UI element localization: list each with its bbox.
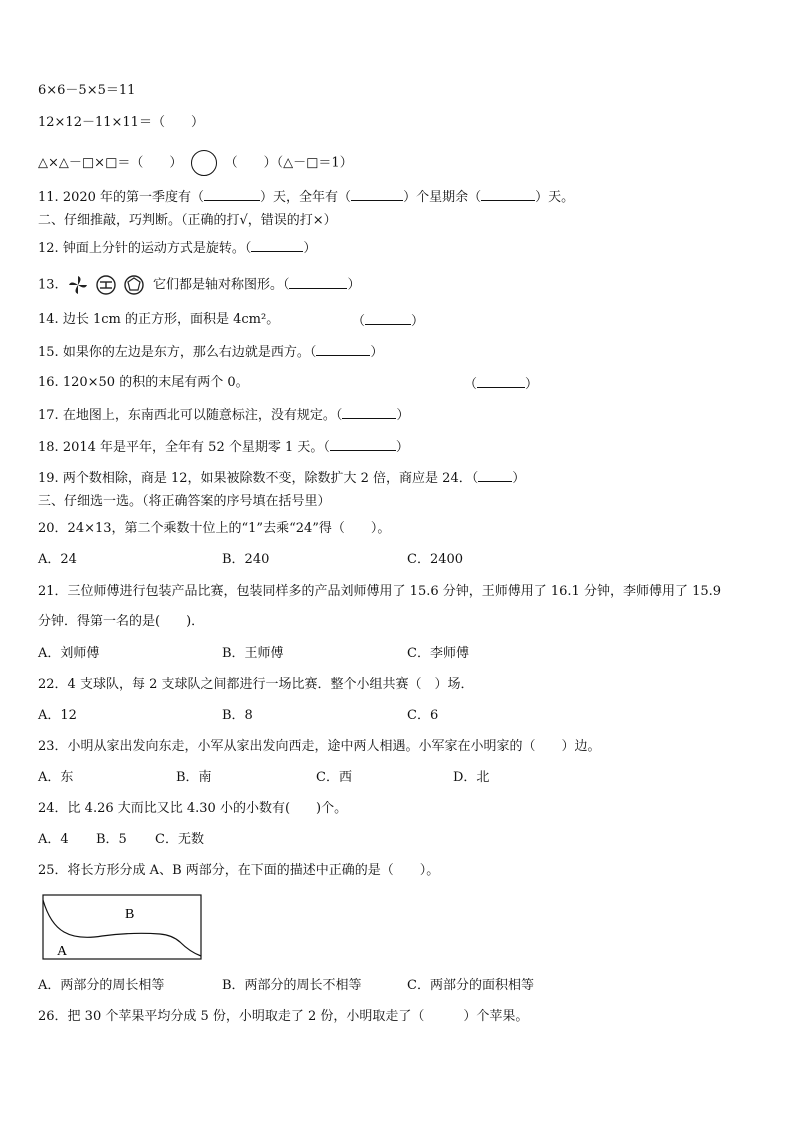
question-16: [38, 374, 249, 392]
paren-close: ）: [396, 408, 410, 423]
option-b[interactable]: B．240: [222, 552, 270, 567]
question-text: 2020 年的第一季度有（: [62, 190, 205, 205]
option-c[interactable]: C．两部分的面积相等: [407, 978, 534, 993]
answer-blank[interactable]: [204, 187, 260, 201]
flower-icon: [123, 274, 145, 296]
answer-blank[interactable]: [289, 275, 347, 289]
rectangle-figure: [42, 894, 204, 964]
option-a[interactable]: A．4: [38, 832, 69, 847]
paren-close: ）: [411, 314, 425, 329]
option-a[interactable]: A．24: [38, 552, 77, 567]
paren-open: （: [464, 377, 478, 392]
question-number: 13.: [38, 277, 59, 293]
region-a-label: A: [57, 944, 68, 959]
answer-blank[interactable]: [342, 405, 396, 419]
question-number: 12.: [38, 241, 59, 256]
option-b[interactable]: B．8: [222, 708, 253, 723]
paren-close: ）: [347, 277, 361, 293]
question-text: 如果你的左边是东方，那么右边就是西方。（: [62, 345, 317, 360]
question-number: 16.: [38, 375, 59, 390]
question-23: 23．小明从家出发向东走，小军从家出发向西走，途中两人相遇。小军家在小明家的（ ）边。: [38, 739, 601, 754]
option-a[interactable]: A．两部分的周长相等: [38, 978, 165, 993]
pinwheel-icon: [67, 274, 89, 296]
answer-blank[interactable]: [481, 187, 535, 201]
question-text: 它们都是轴对称图形。（: [152, 277, 290, 293]
paren-close: ）: [525, 377, 539, 392]
question-text: ）个星期余（: [403, 190, 482, 205]
answer-blank[interactable]: [330, 437, 396, 451]
question-text: ）天，全年有（: [260, 190, 352, 205]
question-22: 22．4 支球队，每 2 支球队之间都进行一场比赛．整个小组共赛（ ）场．: [38, 677, 474, 692]
question-number: 15.: [38, 345, 59, 360]
option-c[interactable]: C．无数: [155, 832, 204, 847]
answer-blank[interactable]: [251, 238, 303, 252]
question-16-answer: [464, 374, 538, 394]
question-21-line-2: 分钟．得第一名的是( )．: [38, 614, 205, 629]
question-13: [38, 274, 361, 296]
question-text: 边长 1cm 的正方形，面积是 4cm²。: [62, 312, 280, 327]
question-26: 26．把 30 个苹果平均分成 5 份，小明取走了 2 份，小明取走了（ ）个苹果。: [38, 1009, 529, 1024]
question-15: [38, 342, 383, 362]
section-2-heading: 二、仔细推敲，巧判断。（正确的打√，错误的打×）: [38, 213, 337, 228]
option-c[interactable]: C．西: [316, 770, 352, 785]
paren-close: ）: [512, 471, 526, 486]
answer-blank[interactable]: [477, 374, 525, 388]
option-c[interactable]: C．2400: [407, 552, 464, 567]
question-14: [38, 311, 279, 329]
answer-blank[interactable]: [478, 468, 512, 482]
option-d[interactable]: D．北: [453, 770, 490, 785]
question-19: [38, 468, 525, 488]
option-c[interactable]: C．6: [407, 708, 439, 723]
paren-open: （: [352, 314, 366, 329]
equation-line-1: 6×6－5×5＝11: [38, 83, 136, 98]
question-12: [38, 238, 316, 258]
question-25: 25．将长方形分成 A、B 两部分，在下面的描述中正确的是（ ）。: [38, 863, 440, 878]
paren-close: ）: [303, 241, 317, 256]
question-number: 19.: [38, 471, 59, 486]
answer-blank[interactable]: [316, 342, 370, 356]
circle-blank-icon: [191, 150, 217, 176]
question-14-answer: [352, 311, 424, 331]
option-b[interactable]: B．南: [176, 770, 212, 785]
question-number: 17.: [38, 408, 59, 423]
section-3-heading: 三、仔细选一选。（将正确答案的序号填在括号里）: [38, 494, 331, 509]
question-text: 两个数相除，商是 12，如果被除数不变，除数扩大 2 倍，商应是 24．（: [62, 471, 479, 486]
paren-close: ）: [370, 345, 384, 360]
option-b[interactable]: B．5: [96, 832, 127, 847]
question-number: 11.: [38, 190, 59, 205]
circle-with-lines-icon: [95, 274, 117, 296]
equation-line-3: [38, 150, 353, 176]
equation-line-2: 12×12－11×11＝（ ）: [38, 115, 204, 130]
equation-3-left: △×△－□×□＝（ ）: [38, 155, 183, 171]
equation-3-right: （ ）（△－□＝1）: [224, 155, 353, 171]
answer-blank[interactable]: [365, 311, 411, 325]
symmetry-figures: [67, 274, 145, 296]
question-18: [38, 437, 409, 457]
question-text: 在地图上，东南西北可以随意标注，没有规定。（: [62, 408, 343, 423]
region-b-label: B: [125, 907, 135, 922]
option-c[interactable]: C．李师傅: [407, 646, 469, 661]
question-24: 24．比 4.26 大而比又比 4.30 小的小数有( )个。: [38, 801, 348, 816]
option-a[interactable]: A．东: [38, 770, 74, 785]
option-b[interactable]: B．王师傅: [222, 646, 284, 661]
question-text: 2014 年是平年，全年有 52 个星期零 1 天。（: [62, 440, 330, 455]
question-number: 18.: [38, 440, 59, 455]
option-a[interactable]: A．12: [38, 708, 77, 723]
question-text: 120×50 的积的末尾有两个 0。: [62, 375, 249, 390]
question-11: [38, 187, 574, 207]
question-20: 20．24×13，第二个乘数十位上的“1”去乘“24”得（ ）。: [38, 521, 391, 536]
question-21-line-1: 21．三位师傅进行包装产品比赛，包装同样多的产品刘师傅用了 15.6 分钟，王师傅用了 16.1 分钟，李师傅用了 15.9: [38, 584, 722, 599]
option-a[interactable]: A．刘师傅: [38, 646, 100, 661]
question-number: 14.: [38, 312, 59, 327]
option-b[interactable]: B．两部分的周长不相等: [222, 978, 362, 993]
answer-blank[interactable]: [351, 187, 403, 201]
question-text: 钟面上分针的运动方式是旋转。（: [62, 241, 252, 256]
question-text: ）天。: [535, 190, 575, 205]
question-17: [38, 405, 409, 425]
paren-close: ）: [395, 440, 409, 455]
